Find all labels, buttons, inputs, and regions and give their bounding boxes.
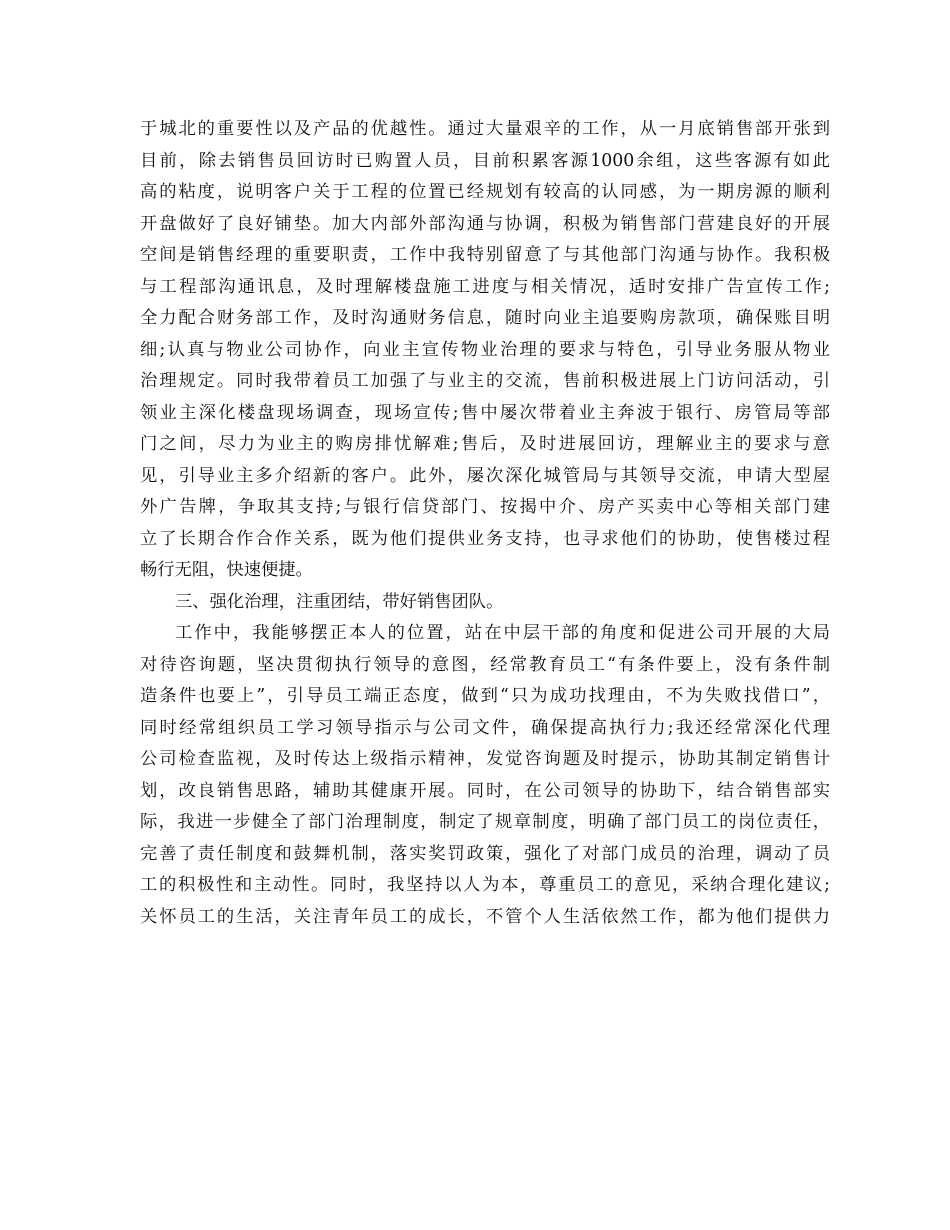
text-line: 划，改良销售思路，辅助其健康开展。同时，在公司领导的协助下，结合销售部实 <box>140 780 830 801</box>
text-line: 全力配合财务部工作，及时沟通财务信息，随时向业主追要购房款项，确保账目明 <box>140 308 830 328</box>
text-line: 高的粘度，说明客户关于工程的位置已经规划有较高的认同感，为一期房源的顺利 <box>140 182 830 202</box>
text-line: 见，引导业主多介绍新的客户。此外，屡次深化城管局与其领导交流，申请大型屋 <box>140 465 830 486</box>
text-line: 对待咨询题，坚决贯彻执行领导的意图，经常教育员工“有条件要上，没有条件制 <box>140 654 830 675</box>
text-line: 细;认真与物业公司协作，向业主宣传物业治理的要求与特色，引导业务服从物业 <box>140 339 830 360</box>
text-line: 于城北的重要性以及产品的优越性。通过大量艰辛的工作，从一月底销售部开张到 <box>140 119 830 139</box>
text-line: 空间是销售经理的重要职责，工作中我特别留意了与其他部门沟通与协作。我积极 <box>140 245 830 265</box>
text-line: 门之间，尽力为业主的购房排忧解难;售后，及时进展回访，理解业主的要求与意 <box>140 434 830 454</box>
text-line: 开盘做好了良好铺垫。加大内部外部沟通与协调，积极为销售部门营建良好的开展 <box>140 213 830 234</box>
text-line: 目前，除去销售员回访时已购置人员，目前积累客源1000余组，这些客源有如此 <box>140 150 830 171</box>
text-line: 造条件也要上”，引导员工端正态度，做到“只为成功找理由，不为失败找借口”， <box>140 686 830 706</box>
text-line: 领业主深化楼盘现场调查，现场宣传;售中屡次带着业主奔波于银行、房管局等部 <box>140 402 830 423</box>
text-line: 公司检查监视，及时传达上级指示精神，发觉咨询题及时提示，协助其制定销售计 <box>140 749 830 769</box>
text-line: 外广告牌，争取其支持;与银行信贷部门、按揭中介、房产买卖中心等相关部门建 <box>140 497 830 517</box>
text-line: 与工程部沟通讯息，及时理解楼盘施工进度与相关情况，适时安排广告宣传工作; <box>140 276 830 297</box>
text-line: 完善了责任制度和鼓舞机制，落实奖罚政策，强化了对部门成员的治理，调动了员 <box>140 843 830 864</box>
text-line: 际，我进一步健全了部门治理制度，制定了规章制度，明确了部门员工的岗位责任， <box>140 812 830 832</box>
text-line: 关怀员工的生活，关注青年员工的成长，不管个人生活依然工作，都为他们提供力 <box>140 906 830 927</box>
section-heading: 三、强化治理，注重团结，带好销售团队。 <box>175 591 504 612</box>
text-line: 工作中，我能够摆正本人的位置，站在中层干部的角度和促进公司开展的大局 <box>175 623 830 643</box>
text-line: 畅行无阻，快速便捷。 <box>140 560 313 580</box>
text-line: 治理规定。同时我带着员工加强了与业主的交流，售前积极进展上门访问活动，引 <box>140 371 830 391</box>
text-line: 同时经常组织员工学习领导指示与公司文件，确保提高执行力;我还经常深化代理 <box>140 717 830 738</box>
body-text <box>140 114 830 933</box>
text-line: 立了长期合作合作关系，既为他们提供业务支持，也寻求他们的协助，使售楼过程 <box>140 528 830 549</box>
text-line: 工的积极性和主动性。同时，我坚持以人为本，尊重员工的意见，采纳合理化建议; <box>140 875 830 895</box>
